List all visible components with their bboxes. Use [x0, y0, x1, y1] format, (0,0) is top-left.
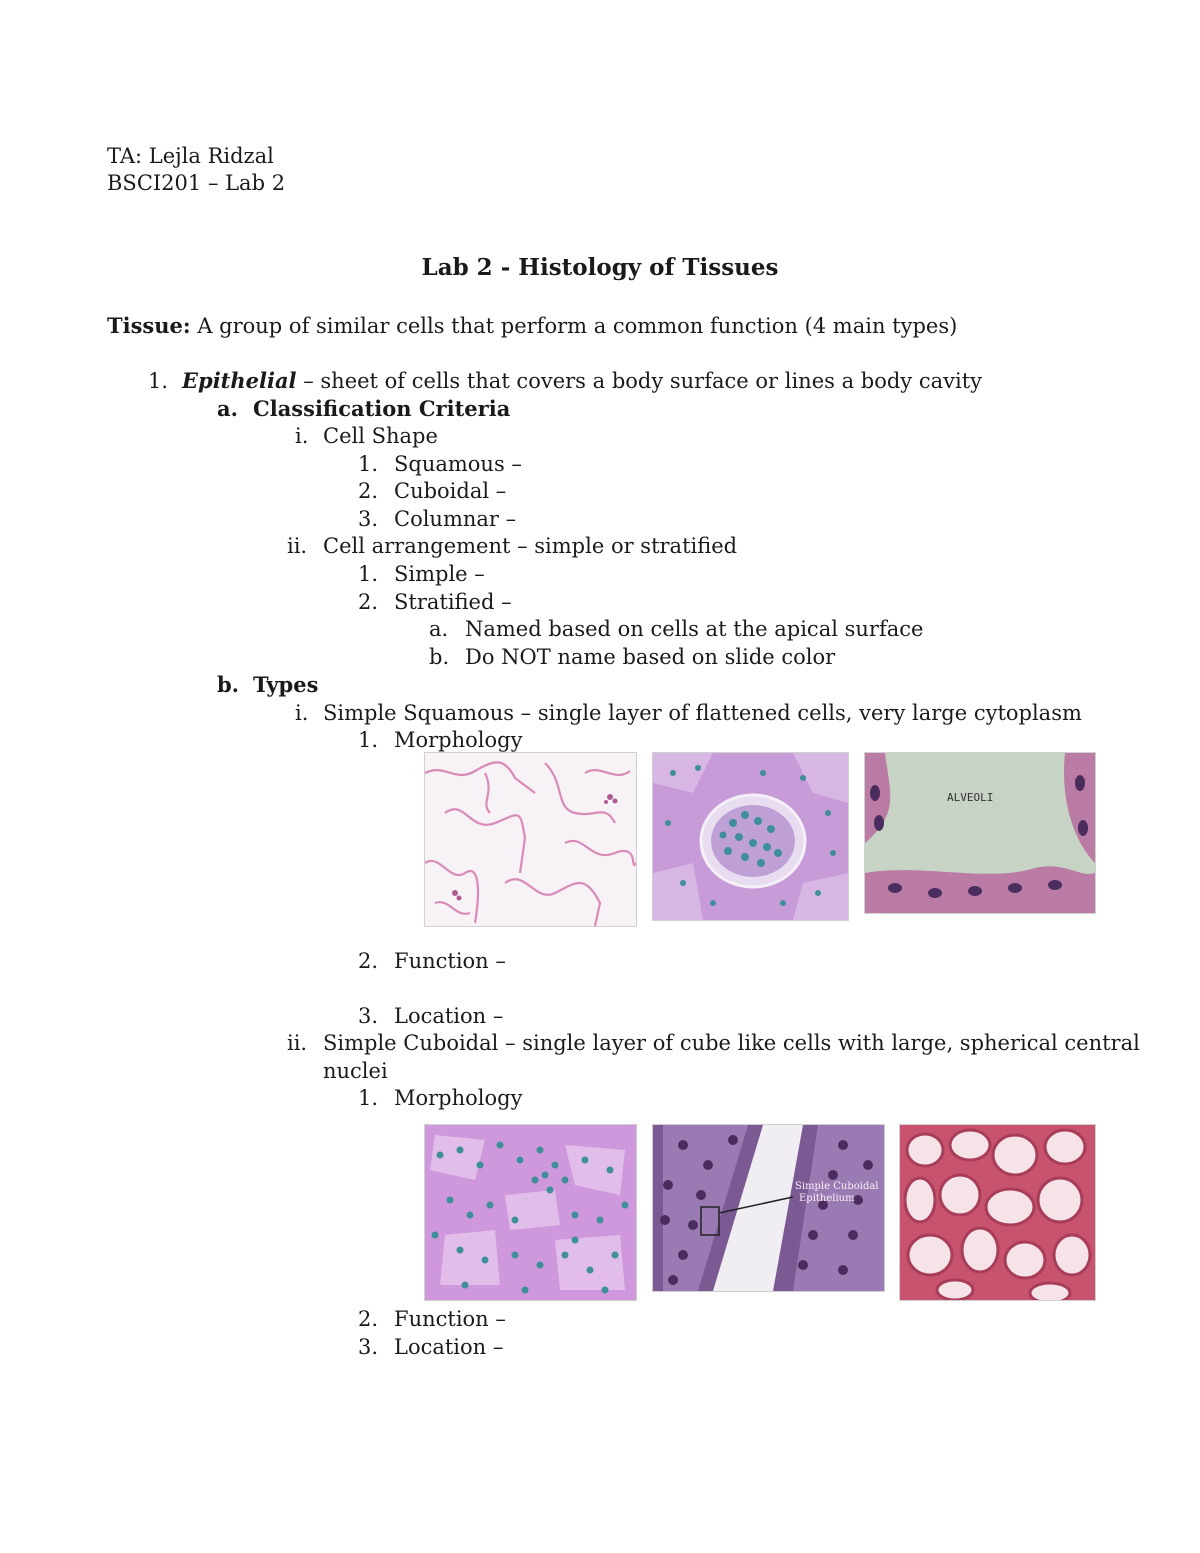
simple-squamous-text: Simple Squamous – single layer of flattened cells, very large cytoplasm	[323, 701, 1082, 725]
page-title: Lab 2 - Histology of Tissues	[421, 254, 779, 281]
cuboidal-epithelium-image	[652, 1124, 885, 1292]
list-item	[358, 478, 507, 504]
list-item-types	[217, 672, 319, 698]
kidney-glomerulus-image	[652, 752, 849, 921]
list-item-classification	[217, 396, 511, 422]
list-marker: 2.	[358, 590, 379, 614]
apical-surface-note: Named based on cells at the apical surface	[465, 617, 924, 641]
function-label: Function –	[394, 1307, 506, 1331]
cuboidal-label: Cuboidal –	[394, 479, 507, 503]
types-heading: Types	[253, 672, 319, 697]
simple-label: Simple –	[394, 562, 485, 586]
list-marker: 1.	[358, 728, 379, 752]
alveoli-label: ALVEOLI	[947, 791, 994, 804]
kidney-tubule-image	[424, 1124, 637, 1301]
list-item-cell-arrangement	[287, 533, 738, 559]
list-item	[358, 506, 517, 532]
tissue-term: Tissue:	[107, 313, 191, 338]
list-item-simple-cuboidal	[287, 1030, 1140, 1056]
list-item-cell-shape	[295, 423, 438, 449]
list-marker: a.	[217, 396, 238, 421]
list-marker: 3.	[358, 1004, 379, 1028]
list-marker: i.	[295, 424, 309, 448]
stratified-label: Stratified –	[394, 590, 512, 614]
epithelial-term: Epithelial	[182, 368, 297, 393]
alveoli-image	[864, 752, 1096, 914]
squamous-label: Squamous –	[394, 452, 522, 476]
cell-arrangement-label: Cell arrangement – simple or stratified	[323, 534, 738, 558]
simple-cuboidal-text-cont: nuclei	[323, 1059, 388, 1083]
location-label: Location –	[394, 1335, 504, 1359]
list-marker: i.	[295, 701, 309, 725]
ta-name: TA: Lejla Ridzal	[107, 144, 274, 168]
simple-cuboidal-text: Simple Cuboidal – single layer of cube like cells with large, spherical central	[323, 1031, 1140, 1055]
list-marker: 1.	[358, 562, 379, 586]
list-item	[358, 451, 522, 477]
list-marker: 3.	[358, 507, 379, 531]
columnar-label: Columnar –	[394, 507, 517, 531]
list-item	[358, 561, 485, 587]
list-item	[358, 1306, 506, 1332]
list-marker: b.	[429, 645, 450, 669]
tissue-definition	[107, 313, 957, 339]
list-item-epithelial	[148, 368, 982, 394]
list-marker: 1.	[148, 369, 169, 393]
list-marker: 2.	[358, 1307, 379, 1331]
list-marker: 2.	[358, 479, 379, 503]
list-item	[358, 1003, 504, 1029]
list-marker: 2.	[358, 949, 379, 973]
list-item	[429, 616, 924, 642]
list-marker: 1.	[358, 452, 379, 476]
lung-tissue-image	[424, 752, 637, 927]
list-item	[429, 644, 836, 670]
cell-shape-label: Cell Shape	[323, 424, 438, 448]
cuboidal-label-line2: Epithelium	[799, 1193, 855, 1204]
list-item	[358, 948, 506, 974]
epithelial-text: – sheet of cells that covers a body surface or lines a body cavity	[296, 369, 982, 393]
tissue-text: A group of similar cells that perform a common function (4 main types)	[190, 314, 958, 338]
list-marker: ii.	[287, 534, 308, 558]
classification-heading: Classification Criteria	[253, 396, 511, 421]
function-label: Function –	[394, 949, 506, 973]
morphology-label: Morphology	[394, 1086, 523, 1110]
slide-color-note: Do NOT name based on slide color	[465, 645, 836, 669]
list-item	[358, 727, 523, 753]
cuboidal-label-line1: Simple Cuboidal	[795, 1181, 879, 1192]
thyroid-tissue-image	[899, 1124, 1096, 1301]
morphology-label: Morphology	[394, 728, 523, 752]
list-marker: 1.	[358, 1086, 379, 1110]
list-marker: a.	[429, 617, 449, 641]
list-marker: ii.	[287, 1031, 308, 1055]
list-item-simple-squamous	[295, 700, 1082, 726]
list-item	[358, 589, 512, 615]
list-item	[358, 1334, 504, 1360]
location-label: Location –	[394, 1004, 504, 1028]
list-marker: 3.	[358, 1335, 379, 1359]
course-label: BSCI201 – Lab 2	[107, 171, 286, 195]
list-marker: b.	[217, 672, 239, 697]
list-item	[358, 1085, 523, 1111]
